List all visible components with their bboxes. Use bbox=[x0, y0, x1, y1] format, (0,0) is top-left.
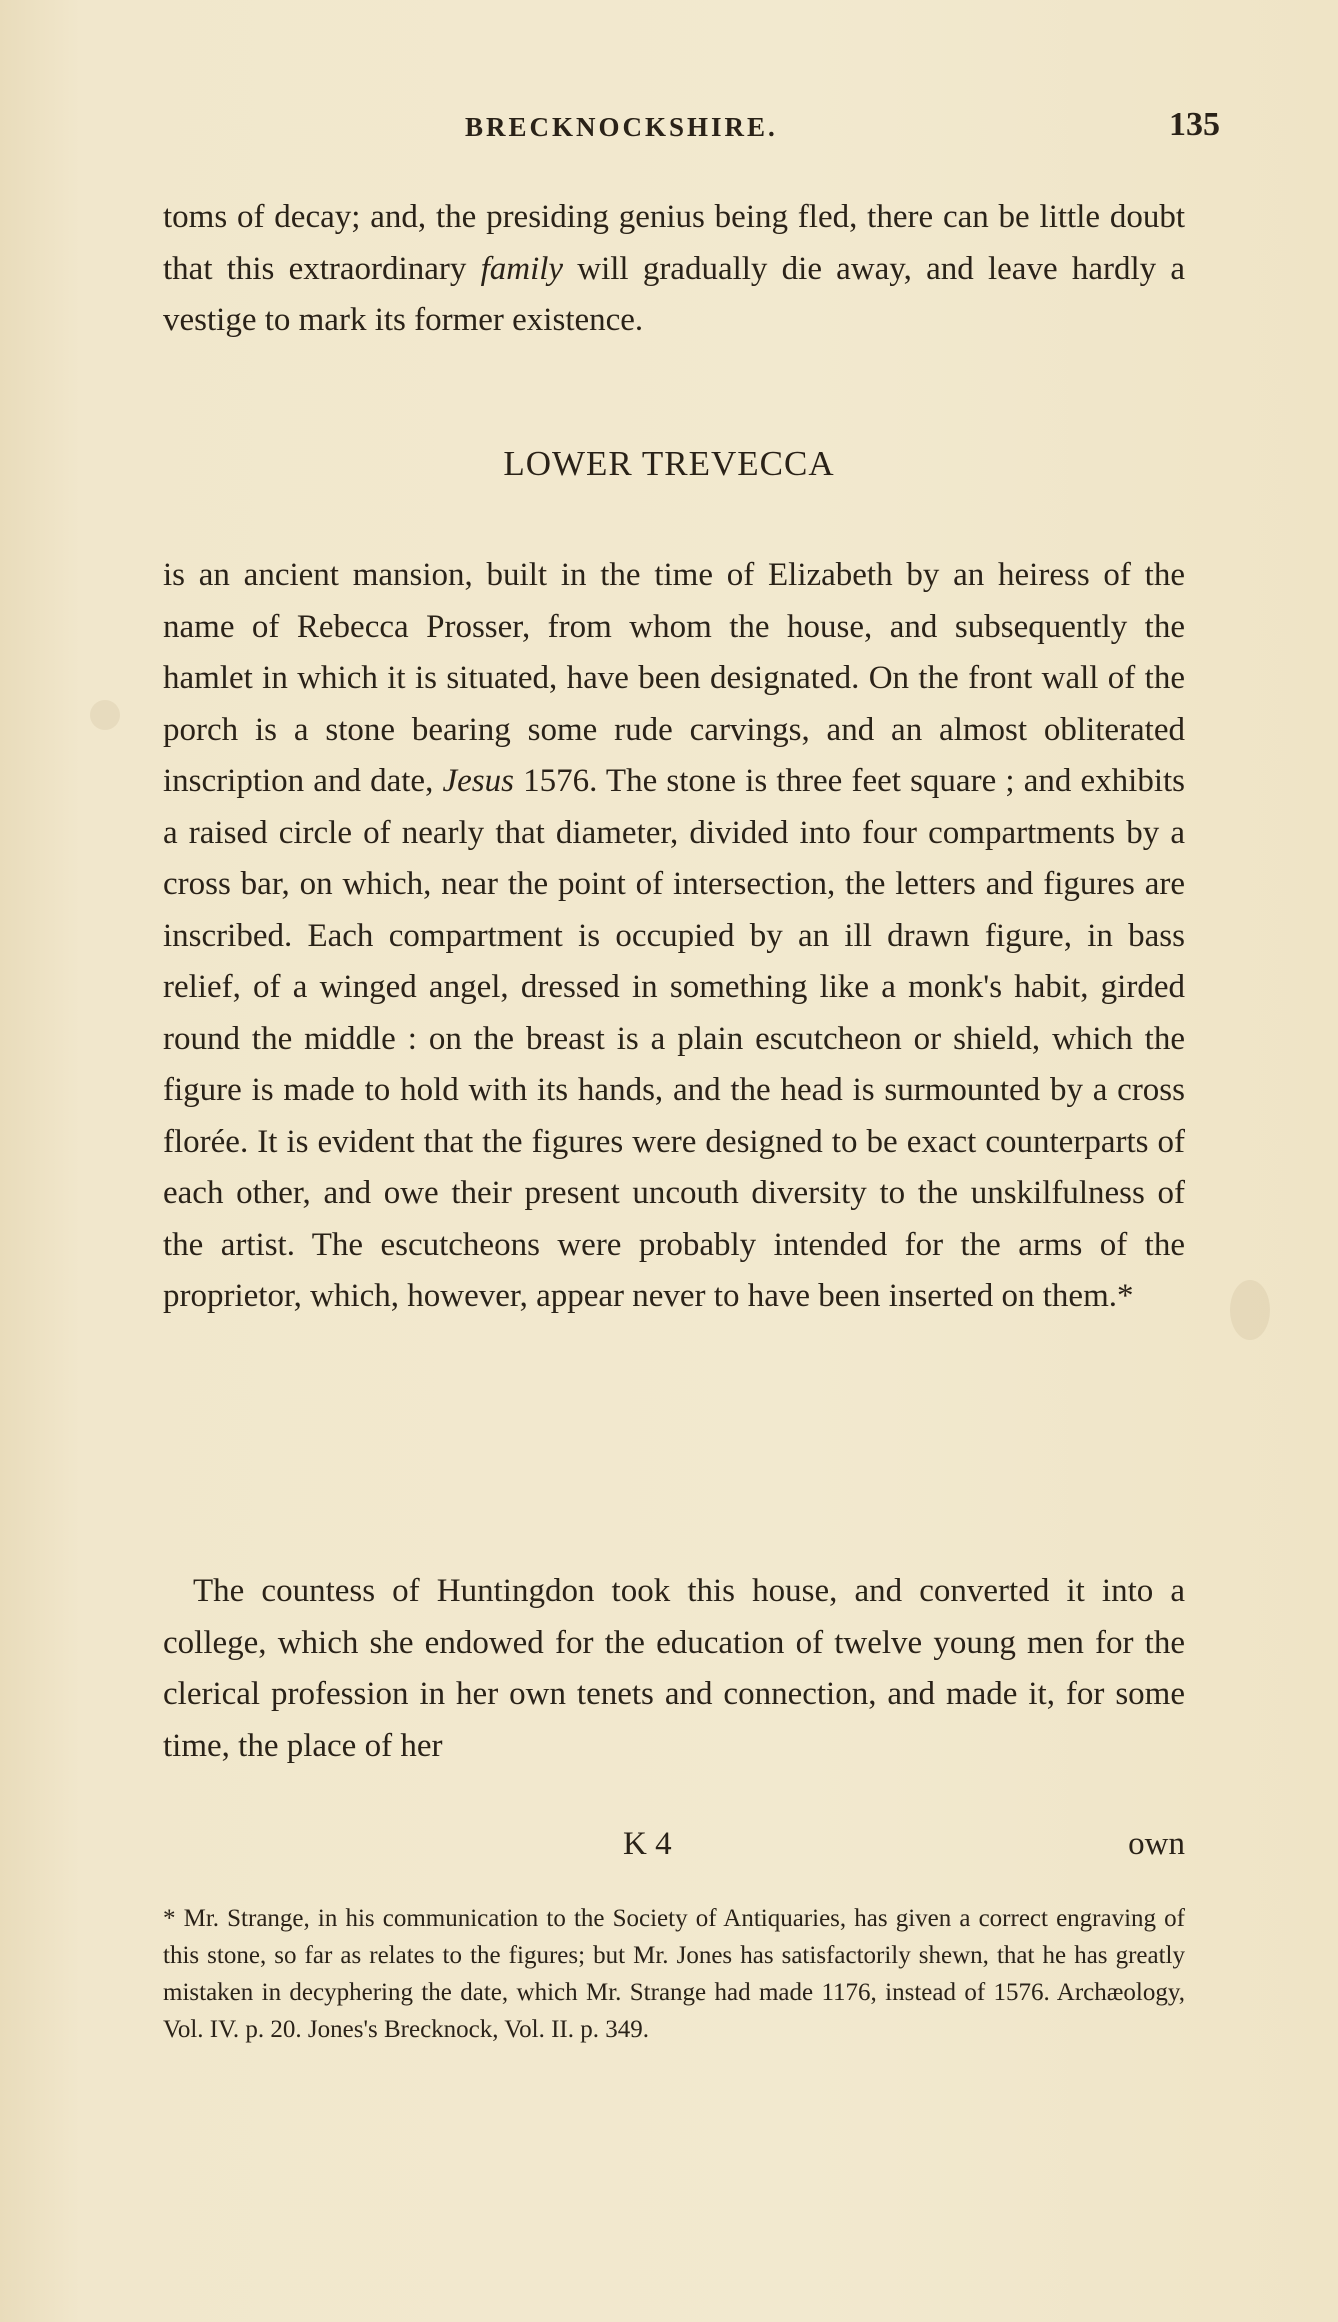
footnote-text: * Mr. Strange, in his communication to the Society of Antiquaries, has given a correct engraving of this stone, so far as relates to the figures; but Mr. Jones has satisfactorily shewn, that he has greatly mistaken in decyphering the date, which Mr. Strange had made 1176, instead of 1576. Archæology, Vol. IV. p. 20. Jones's Brecknock, Vol. II. p. 349. bbox=[163, 1905, 1185, 2043]
paragraph-2-text-a: is an ancient mansion, built in the time of Elizabeth by an heiress of the name of Rebecca Prosser, from whom the house, and subsequently the hamlet in which it is situated, have been designated. On the front wall of the porch is a stone bearing some rude carvings, and an almost obliterated inscription and date, bbox=[163, 557, 1185, 799]
paper-stain bbox=[1230, 1280, 1270, 1340]
paragraph-3-text: The countess of Huntingdon took this house, and converted it into a college, which she endowed for the education of twelve young men for the clerical profession in her own tenets and connection, and made it, for some time, the place of her bbox=[163, 1573, 1185, 1764]
paragraph-3 bbox=[163, 1566, 1185, 1772]
paragraph-1-text-a: toms of decay; and, the presiding genius being fled, there can be little doubt that this extraordinary bbox=[163, 199, 1185, 287]
paragraph-2 bbox=[163, 550, 1185, 1323]
paragraph-2-italic: Jesus bbox=[442, 763, 514, 799]
paragraph-2-text-b: 1576. The stone is three feet square ; and exhibits a raised circle of nearly that diameter, divided into four compartments by a cross bar, on which, near the point of intersection, the letters and figures are inscribed. Each compartment is occupied by an ill drawn figure, in bass relief, of a winged angel, dressed in something like a monk's habit, girded round the middle : on the breast is a plain escutcheon or shield, which the figure is made to hold with its hands, and the head is surmounted by a cross florée. It is evident that the figures were designed to be exact counterparts of each other, and owe their present uncouth diversity to the unskilfulness of the artist. The escutcheons were probably intended for the arms of the proprietor, which, however, appear never to have been inserted on them.* bbox=[163, 763, 1185, 1314]
footnote bbox=[163, 1900, 1185, 2048]
running-head-title: BRECKNOCKSHIRE. bbox=[465, 112, 778, 142]
paragraph-1-text-b: will gradually die away, and leave hardly a vestige to mark its former existence. bbox=[163, 250, 1185, 338]
paper-stain bbox=[90, 700, 120, 730]
catchword: own bbox=[1128, 1826, 1185, 1862]
running-head bbox=[160, 106, 1220, 152]
signature-line bbox=[163, 1826, 1185, 1876]
paragraph-1 bbox=[163, 192, 1185, 347]
signature-mark: K 4 bbox=[623, 1826, 672, 1862]
paragraph-1-italic: family bbox=[480, 250, 564, 287]
page-number: 135 bbox=[1169, 106, 1220, 143]
section-heading: LOWER TREVECCA bbox=[503, 444, 835, 483]
